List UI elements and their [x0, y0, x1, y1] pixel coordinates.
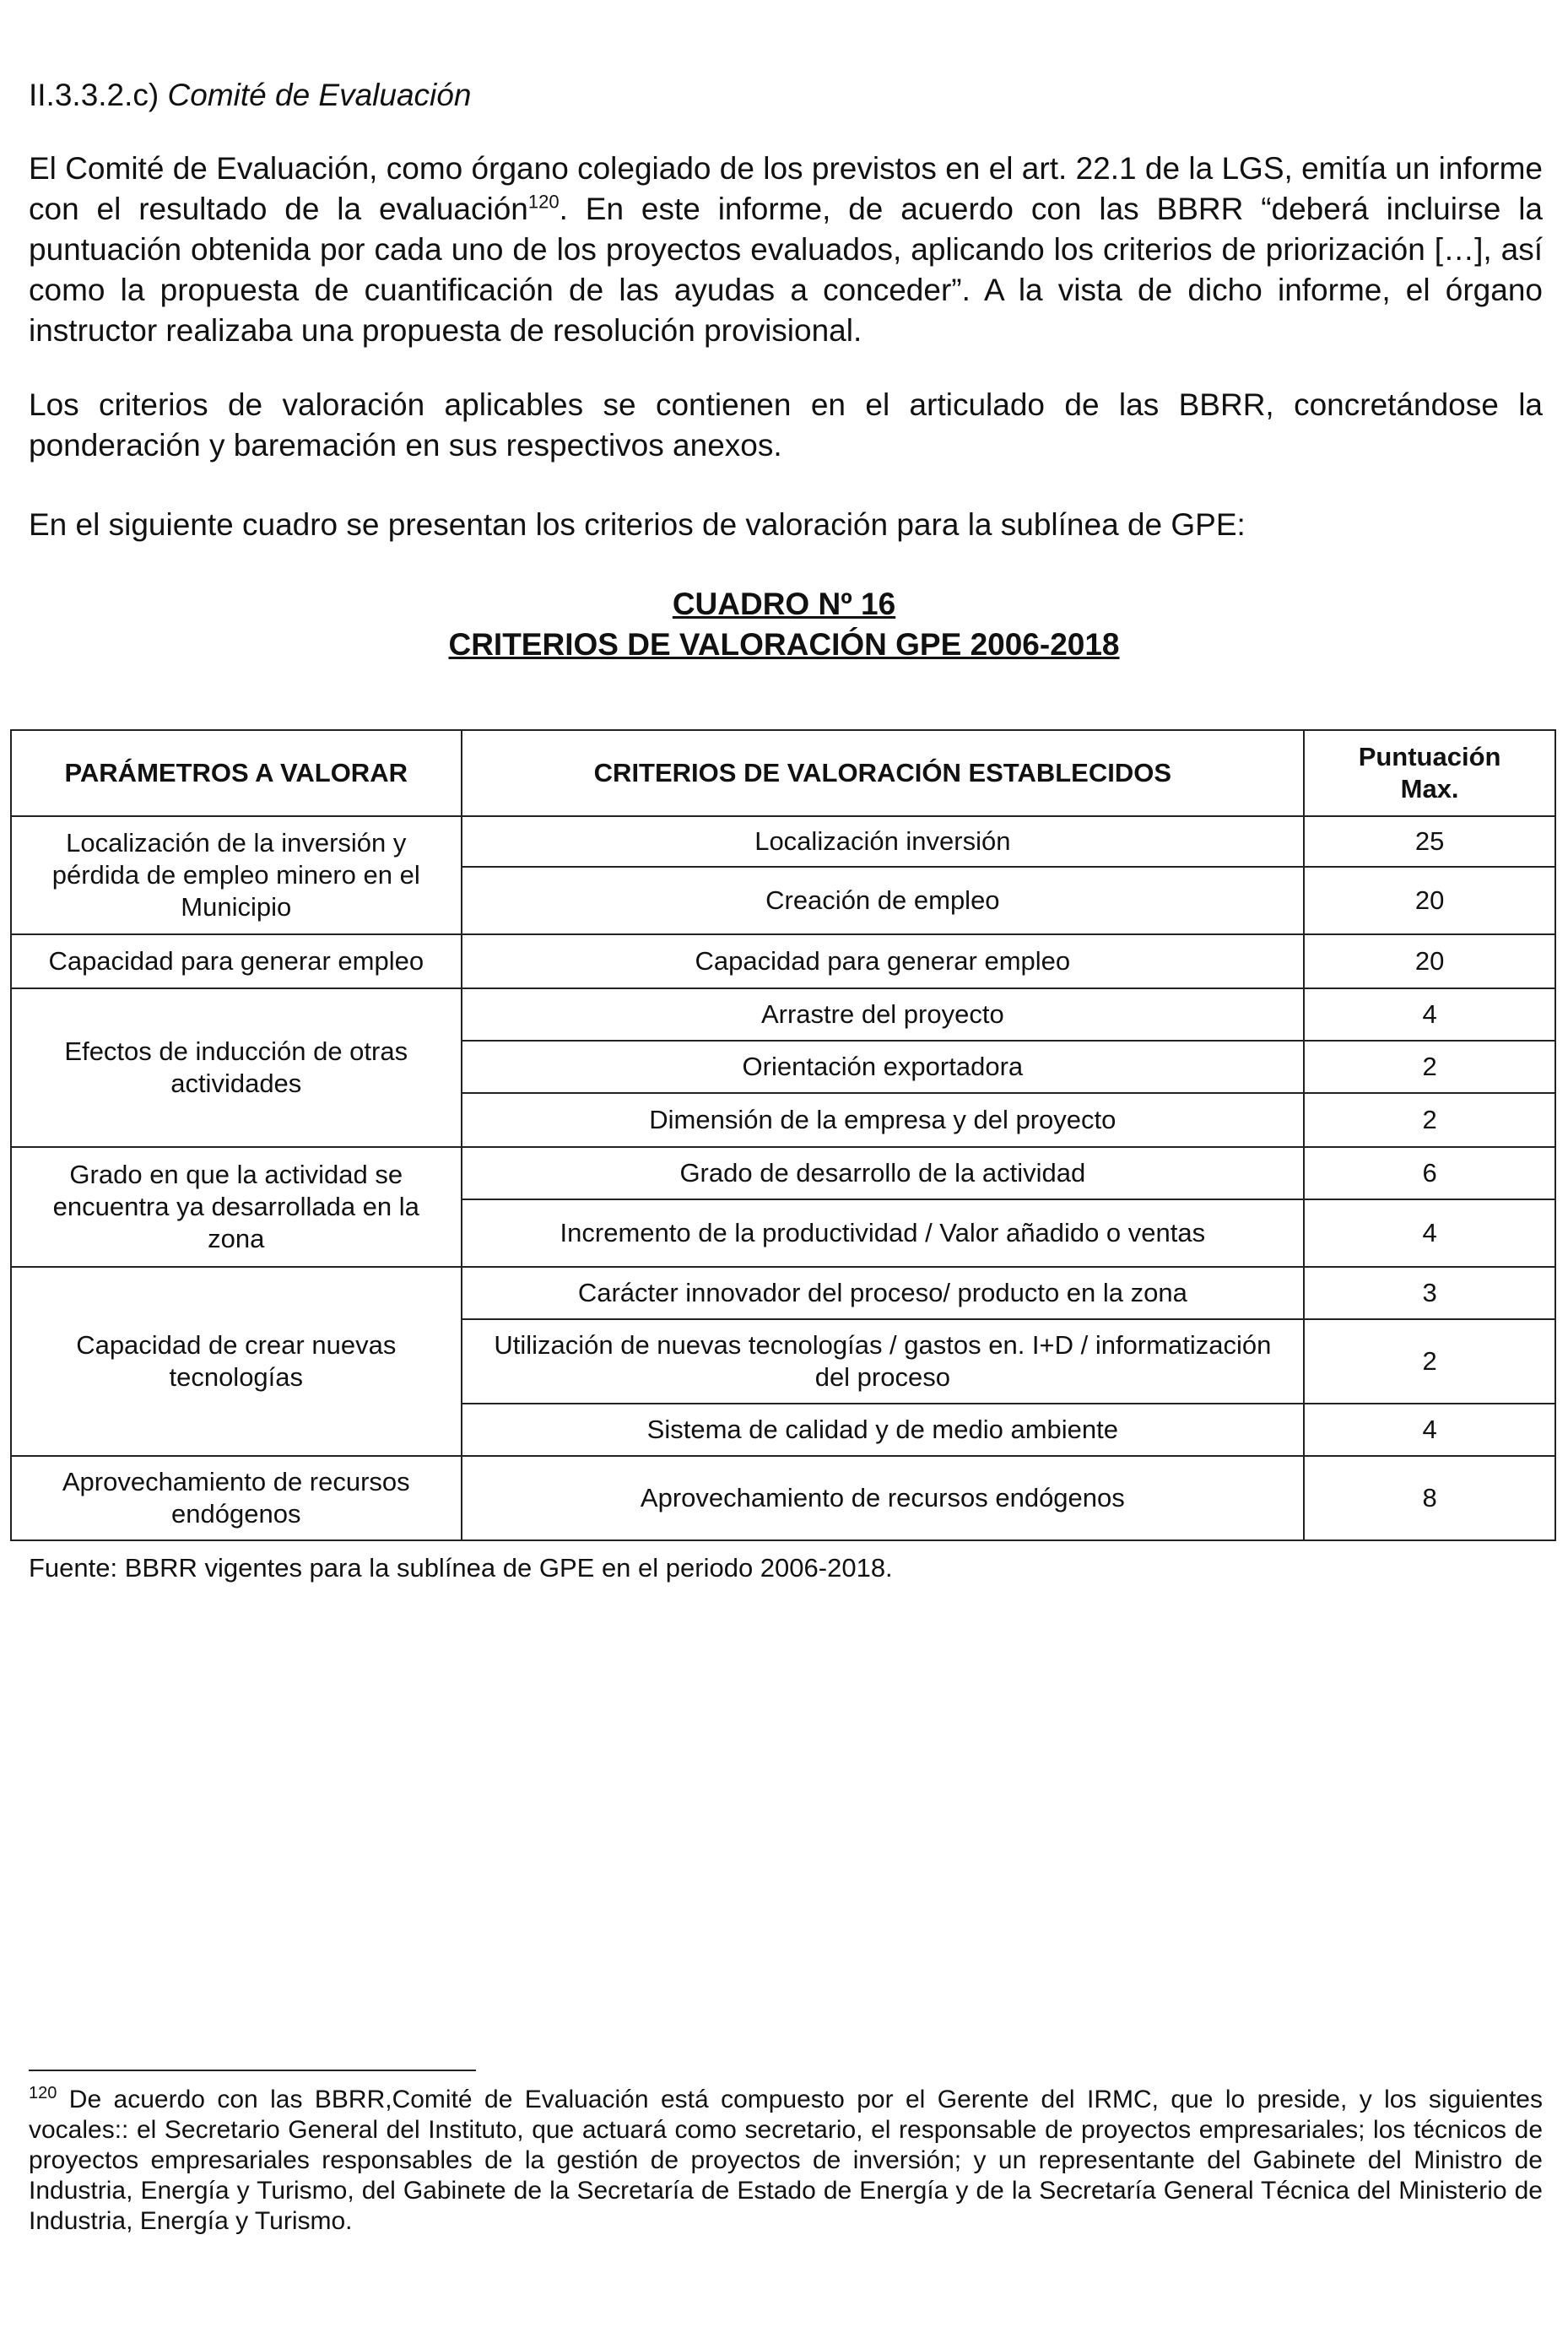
section-title: Comité de Evaluación	[167, 78, 472, 112]
criterion-cell: Utilización de nuevas tecnologías / gastos en. I+D / informatización del proceso	[462, 1319, 1305, 1404]
paragraph-text: El Comité de Evaluación, como órgano colegiado de los previstos en el art. 22.1 de la LGS, emitía un informe con el resultado de la evaluación	[29, 151, 1543, 226]
max-score-cell: 20	[1304, 867, 1555, 934]
parameter-cell: Efectos de inducción de otras actividades	[11, 988, 462, 1147]
table-title: CRITERIOS DE VALORACIÓN GPE 2006-2018	[448, 627, 1120, 662]
parameter-cell: Capacidad para generar empleo	[11, 934, 462, 988]
footnote-text: De acuerdo con las BBRR,Comité de Evaluación está compuesto por el Gerente del IRMC, que lo preside, y los siguientes vocales:: el Secretario General del Instituto, que actuará como secretario, el responsable de proyectos empresariales; los técnicos de proyectos empresariales responsables de la gestión de proyectos de inversión; y un representante del Gabinete del Ministro de Industria, Energía y Turismo, del Gabinete de la Secretaría de Estado de Energía y de la Secretaría General Técnica del Ministerio de Industria, Energía y Turismo.	[29, 2086, 1543, 2235]
criteria-table	[10, 729, 1556, 1541]
criterion-cell: Localización inversión	[462, 816, 1305, 867]
criterion-cell: Dimensión de la empresa y del proyecto	[462, 1093, 1305, 1147]
max-score-cell: 3	[1304, 1267, 1555, 1319]
max-score-cell: 2	[1304, 1093, 1555, 1147]
parameter-cell: Localización de la inversión y pérdida de empleo minero en el Municipio	[11, 816, 462, 934]
paragraph-criteria-applicable: Los criterios de valoración aplicables se contienen en el articulado de las BBRR, concretándose la ponderación y baremación en sus respectivos anexos.	[29, 387, 1543, 463]
max-score-cell: 8	[1304, 1456, 1555, 1540]
table-row	[11, 1147, 1555, 1199]
parameter-cell: Grado en que la actividad se encuentra ya desarrollada en la zona	[11, 1147, 462, 1267]
parameter-cell: Capacidad de crear nuevas tecnologías	[11, 1267, 462, 1456]
paragraph-table-intro: En el siguiente cuadro se presentan los criterios de valoración para la sublínea de GPE:	[29, 507, 1246, 542]
header-max-score: Puntuación Max.	[1304, 730, 1555, 816]
section-heading	[29, 74, 471, 116]
footnote-reference: 120	[527, 191, 560, 213]
paragraph-text: . En este informe, de acuerdo con las BBRR “deberá incluirse la puntuación obtenida por cada uno de los proyectos evaluados, aplicando los criterios de priorización […], así como la propuesta de cuantificación de las ayudas a conceder”. A la vista de dicho informe, el órgano instructor realizaba una propuesta de resolución provisional.	[29, 192, 1543, 348]
criterion-cell: Capacidad para generar empleo	[462, 934, 1305, 988]
max-score-cell: 20	[1304, 934, 1555, 988]
criterion-cell: Incremento de la productividad / Valor añadido o ventas	[462, 1199, 1305, 1267]
max-score-cell: 6	[1304, 1147, 1555, 1199]
parameter-cell: Aprovechamiento de recursos endógenos	[11, 1456, 462, 1540]
max-score-cell: 4	[1304, 1404, 1555, 1456]
footnote-divider	[29, 2070, 476, 2071]
max-score-cell: 2	[1304, 1319, 1555, 1404]
table-row	[11, 1267, 1555, 1319]
section-number: II.3.3.2.c)	[29, 78, 160, 112]
max-score-cell: 2	[1304, 1041, 1555, 1093]
max-score-cell: 4	[1304, 988, 1555, 1041]
max-score-cell: 4	[1304, 1199, 1555, 1267]
criterion-cell: Arrastre del proyecto	[462, 988, 1305, 1041]
paragraph-evaluation-committee	[29, 149, 1543, 351]
criterion-cell: Grado de desarrollo de la actividad	[462, 1147, 1305, 1199]
max-score-cell: 25	[1304, 816, 1555, 867]
table-row	[11, 988, 1555, 1041]
table-row	[11, 934, 1555, 988]
header-parameters: PARÁMETROS A VALORAR	[11, 730, 462, 816]
footnote	[29, 2085, 1543, 2237]
criterion-cell: Carácter innovador del proceso/ producto en la zona	[462, 1267, 1305, 1319]
header-criteria: CRITERIOS DE VALORACIÓN ESTABLECIDOS	[462, 730, 1305, 816]
criterion-cell: Aprovechamiento de recursos endógenos	[462, 1456, 1305, 1540]
table-header-row	[11, 730, 1555, 816]
criterion-cell: Orientación exportadora	[462, 1041, 1305, 1093]
footnote-number: 120	[29, 2084, 57, 2102]
criterion-cell: Creación de empleo	[462, 867, 1305, 934]
table-row	[11, 1456, 1555, 1540]
table-number: CUADRO Nº 16	[672, 587, 896, 621]
table-row	[11, 816, 1555, 867]
criterion-cell: Sistema de calidad y de medio ambiente	[462, 1404, 1305, 1456]
table-source-note: Fuente: BBRR vigentes para la sublínea de GPE en el periodo 2006-2018.	[29, 1553, 893, 1583]
